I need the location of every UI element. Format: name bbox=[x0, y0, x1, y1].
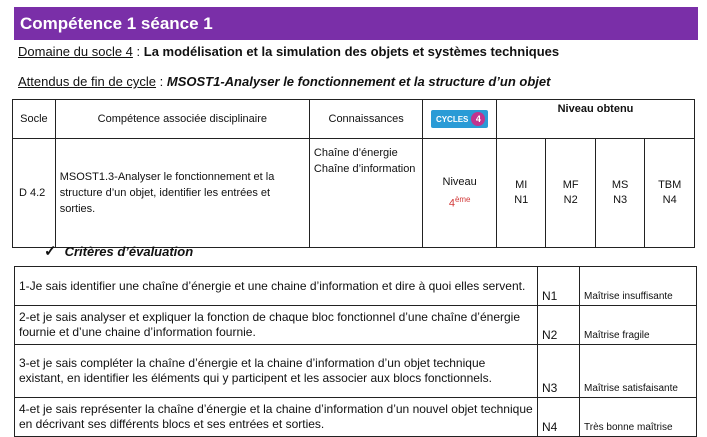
criteria-level: N3 bbox=[538, 345, 580, 398]
page-title: Compétence 1 séance 1 bbox=[14, 7, 698, 40]
domaine-label: Domaine du socle 4 bbox=[18, 44, 133, 59]
criteria-text: 4-et je sais représenter la chaîne d’énergie et la chaine d’information d’un nouvel objet technique en décrivant ses différents blocs et ses entrées et sorties. bbox=[15, 398, 538, 437]
criteria-level-label: Très bonne maîtrise bbox=[580, 398, 697, 437]
socle-code: D 4.2 bbox=[13, 139, 56, 248]
niveau-grade-suffix: ème bbox=[454, 195, 471, 205]
level-n: N1 bbox=[514, 194, 529, 206]
attendus-value: MSOST1-Analyser le fonctionnement et la structure d’un objet bbox=[166, 74, 551, 89]
header-cycles bbox=[423, 100, 497, 139]
checkmark-icon: ✓ bbox=[44, 243, 57, 260]
criteria-level: N2 bbox=[538, 306, 580, 345]
criteria-row bbox=[15, 267, 697, 306]
header-competence: Compétence associée disciplinaire bbox=[55, 100, 309, 139]
attendus-separator: : bbox=[156, 74, 167, 89]
cycles-badge-label: CYCLES bbox=[435, 114, 469, 124]
level-n: N2 bbox=[563, 194, 578, 206]
criteria-title-text: Critères d’évaluation bbox=[64, 244, 194, 259]
level-n: N3 bbox=[613, 194, 628, 206]
criteria-level-label: Maîtrise insuffisante bbox=[580, 267, 697, 306]
attendus-line bbox=[18, 74, 550, 89]
domaine-line bbox=[18, 44, 559, 59]
criteria-level: N4 bbox=[538, 398, 580, 437]
criteria-level: N1 bbox=[538, 267, 580, 306]
header-socle: Socle bbox=[13, 100, 56, 139]
level-ms bbox=[595, 139, 644, 248]
criteria-table bbox=[14, 266, 697, 437]
header-niveau-obtenu: Niveau obtenu bbox=[497, 100, 695, 139]
criteria-text: 3-et je sais compléter la chaîne d’énergie et la chaine d’information d’un objet technique existant, en identifier les éléments qui y participent et les associer aux blocs fonctionnels. bbox=[15, 345, 538, 398]
cycles-badge-icon bbox=[431, 110, 488, 128]
level-code: MI bbox=[515, 179, 528, 191]
connaissances-text: Chaîne d’énergie Chaîne d’information bbox=[309, 139, 422, 248]
niveau-grade-number: 4 bbox=[448, 197, 455, 210]
criteria-title bbox=[44, 242, 193, 260]
competence-table bbox=[12, 99, 695, 248]
level-code: TBM bbox=[658, 179, 682, 191]
criteria-row bbox=[15, 345, 697, 398]
domaine-value: La modélisation et la simulation des objets et systèmes techniques bbox=[143, 44, 560, 59]
niveau-cell bbox=[423, 139, 497, 248]
criteria-text: 2-et je sais analyser et expliquer la fonction de chaque bloc fonctionnel d’une chaîne d’énergie fournie et d’une chaine d’information fournie. bbox=[15, 306, 538, 345]
header-connaissances: Connaissances bbox=[309, 100, 422, 139]
criteria-level-label: Maîtrise satisfaisante bbox=[580, 345, 697, 398]
level-mi bbox=[497, 139, 546, 248]
level-mf bbox=[546, 139, 595, 248]
competence-header-row bbox=[13, 100, 695, 139]
criteria-text: 1-Je sais identifier une chaîne d’énergie et une chaine d’information et dire à quoi elles servent. bbox=[15, 267, 538, 306]
domaine-separator: : bbox=[132, 44, 144, 59]
criteria-row bbox=[15, 306, 697, 345]
cycles-badge-number: 4 bbox=[471, 112, 485, 126]
level-code: MS bbox=[611, 179, 629, 191]
competence-row bbox=[13, 139, 695, 248]
criteria-level-label: Maîtrise fragile bbox=[580, 306, 697, 345]
niveau-grade bbox=[423, 191, 496, 213]
level-tbm bbox=[645, 139, 695, 248]
level-code: MF bbox=[562, 179, 579, 191]
criteria-row bbox=[15, 398, 697, 437]
competence-text: MSOST1.3-Analyser le fonctionnement et la structure d’un objet, identifier les entrées et sorties. bbox=[55, 139, 309, 248]
niveau-label: Niveau bbox=[442, 176, 477, 189]
level-n: N4 bbox=[662, 194, 677, 206]
attendus-label: Attendus de fin de cycle bbox=[18, 74, 157, 89]
